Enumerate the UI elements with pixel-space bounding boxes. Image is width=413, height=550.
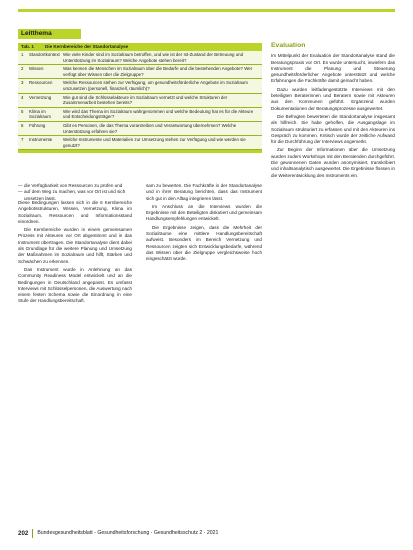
- row-name: Ressourcen: [29, 80, 53, 86]
- table-row: [18, 108, 262, 122]
- table-row: [18, 51, 262, 65]
- table-number: Tab. 1: [21, 44, 34, 49]
- table-row: [18, 79, 262, 93]
- paragraph: sam zu bewerten. Die Fachkräfte in der Standortanalyse und in ihrer Beratung berichten, dass das Instrument sich gut in den Alltag integrieren lässt.: [146, 183, 262, 201]
- row-number: 4: [21, 94, 24, 100]
- journal-reference: Bundesgesundheitsblatt - Gesundheitsforschung - Gesundheitsschutz 2 · 2021: [37, 530, 219, 536]
- row-description: Wie viele Kinder sind im Sozialraum betroffen, und wie ist der Ist-Zustand der Betreuung und Unterstützung im Sozialraum? Welche Angebote stehen bereit?: [63, 52, 244, 63]
- row-number: 6: [21, 122, 24, 128]
- table-row: [18, 122, 262, 136]
- paragraph: Zur Beginn der Informationen über die Umsetzung wurden zudem Workshops mit den Beratenden durchgeführt. Die gewonnenen Daten wurden anonymisiert, transkribiert und inhaltsanalytisch ausgewertet. Die Ergebnisse flossen in die Weiterentwicklung des Instruments ein.: [271, 147, 396, 178]
- table-row: [18, 136, 262, 150]
- text-column-right: [271, 43, 395, 181]
- paragraph: Dazu wurden leitfadengestützte Interviews mit den beteiligten Beraterinnen und Beratern sowie mit Akteuren aus den Kommunen geführt. Ergänzend wurden Dokumentationen der Beratungsprozesse ausgewertet.: [271, 86, 395, 111]
- row-description: Welche Ressourcen stehen zur Verfügung, um gesundheitsförderliche Angebote im Sozialraum umzusetzen (personell, finanziell, räumlich)?: [63, 80, 248, 91]
- paragraph: Die Kernbereiche wurden in einem gemeinsamen Prozess mit Akteuren vor Ort abgestimmt und in das Instrument übertragen. Die Standortanalyse dient dabei als Grundlage für die weitere Planung und Umsetzung der Maßnahmen im Sozialraum und hilft, Stärken und Schwächen zu erkennen.: [18, 227, 132, 264]
- evaluation-heading: Evaluation: [271, 42, 306, 49]
- page-footer: [18, 528, 395, 538]
- table-header: [18, 43, 262, 51]
- row-name: Instrumente: [29, 137, 53, 143]
- row-description: Wie gut sind die Schlüsselakteure im Sozialraum vernetzt und welche Strukturen der Zusammenarbeit bestehen bereits?: [63, 94, 228, 106]
- paragraph: Das Instrument wurde in Anlehnung an das Community Readiness Model entwickelt und an die Bedingungen in Deutschland angepasst. Es umfasst Interviews mit Schlüsselpersonen, die Auswertung nach einem festen Schema sowie die Einordnung in eine Stufe der Handlungsbereitschaft.: [18, 266, 132, 304]
- row-number: 2: [21, 66, 24, 72]
- table-row: [18, 65, 262, 79]
- text-column-middle: [146, 183, 262, 265]
- row-number: 7: [21, 137, 24, 143]
- bullet-item: — auf dem Weg zu machen, was vor Ort ist und sich umsetzen lässt.: [18, 189, 132, 202]
- row-number: 5: [21, 108, 24, 114]
- row-description: Wie wird das Thema im Sozialraum wahrgenommen und welche Bedeutung hat es für die Akteure und Entscheidungsträger?: [63, 108, 254, 120]
- table-footer-bar: [18, 150, 262, 153]
- bullet-item: — die Verfügbarkeit von Ressourcen zu prüfen und: [18, 183, 132, 189]
- row-number: 3: [21, 80, 24, 86]
- text-column-left: [18, 200, 132, 307]
- paragraph: Im Mittelpunkt der Evaluation der Standortanalyse stand die Beratungspraxis vor Ort. Es wurde untersucht, inwiefern das Instrument die Planung und Steuerung gesundheitsförderlicher Angebote unterstützt und welche Erfahrungen die Fachkräfte damit gemacht haben.: [271, 53, 395, 84]
- row-name: Vernetzung: [29, 94, 52, 100]
- section-label: Leitthema: [18, 29, 81, 39]
- table-title: Die Kernbereiche der Standortanalyse: [45, 44, 129, 49]
- paragraph: Die Ergebnisse zeigen, dass die Mehrheit der Sozialräume eine mittlere Handlungsbereitschaft aufweist. Besonders im Bereich Vernetzung und Ressourcen zeigten sich Entwicklungsbedarfe, während das Wissen über die Zielgruppe vergleichsweise hoch eingeschätzt wurde.: [146, 224, 262, 262]
- top-accent-bar: [18, 9, 395, 12]
- row-description: Was kennen die Menschen im Sozialraum über die Bedarfe und die bestehenden Angebote? Wer verfügt über Wissen über die Zielgruppe?: [63, 66, 253, 77]
- row-description: Gibt es Personen, die das Thema vorantreiben und Verantwortung übernehmen? Welche Unterstützung erfahren sie?: [63, 122, 237, 134]
- table-row: [18, 94, 262, 108]
- paragraph: Im Anschluss an die Interviews wurden die Ergebnisse mit den Beteiligten diskutiert und gemeinsam Handlungsempfehlungen entwickelt.: [146, 203, 262, 222]
- row-name: Klima im Sozialraum: [29, 108, 51, 120]
- paragraph: Diese Bedingungen lassen sich in die 6 Kernbereiche Angebotsstrukturen, Wissen, Vernetzung, Klima im Sozialraum, Ressourcen und Informationsstand einordnen.: [18, 200, 132, 224]
- row-name: Wissen: [29, 66, 44, 72]
- paragraph: Die Befragten bewerteten die Standortanalyse insgesamt als hilfreich. Sie habe geholfen, die Ausgangslage im Sozialraum strukturiert zu erfassen und mit den Akteuren ins Gespräch zu kommen. Kritisch wurde der zeitliche Aufwand für die Durchführung der Interviews angemerkt.: [271, 113, 395, 145]
- row-description: Welche Instrumente und Materialien zur Umsetzung stehen zur Verfügung und wie werden sie genutzt?: [63, 137, 246, 148]
- row-name: Standortkontext: [29, 52, 60, 57]
- row-name: Führung: [29, 122, 46, 128]
- row-number: 1: [21, 52, 24, 57]
- footer-divider: [32, 529, 33, 538]
- page-number: 202: [18, 529, 29, 537]
- kernbereiche-table: [18, 43, 262, 153]
